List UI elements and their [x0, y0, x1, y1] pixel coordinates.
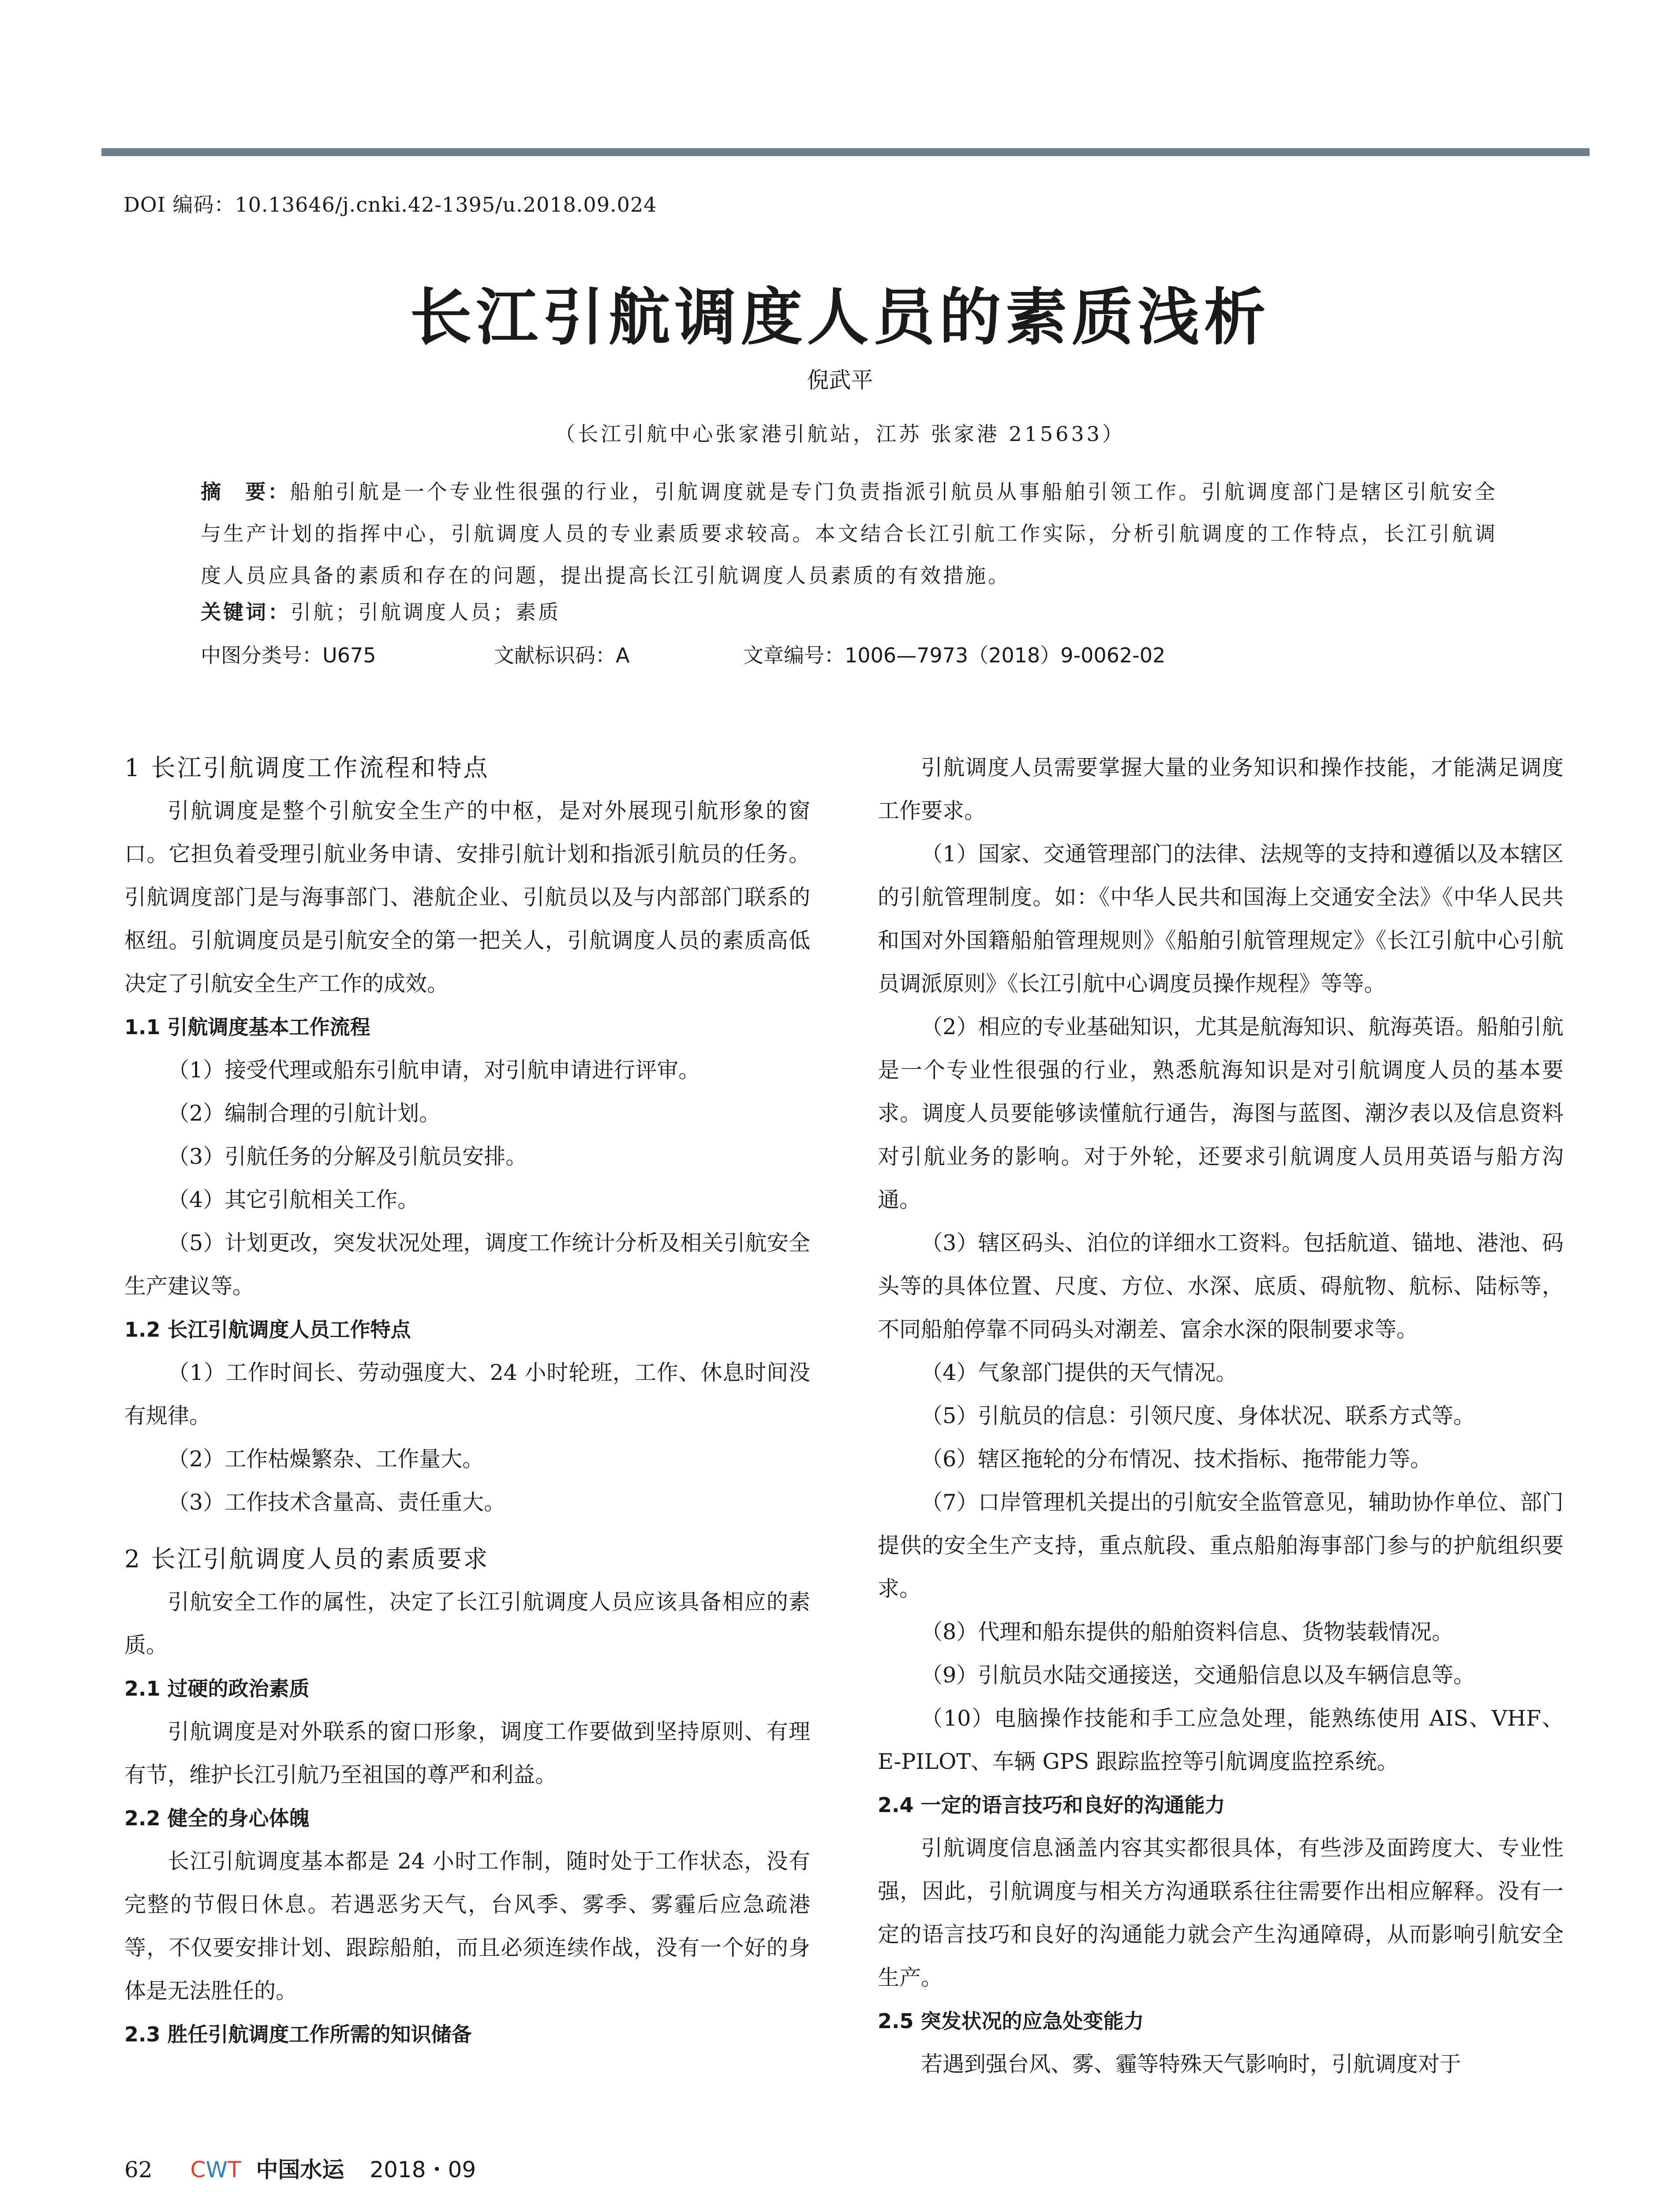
- section-heading: 1 长江引航调度工作流程和特点: [124, 754, 490, 782]
- affiliation: （长江引航中心张家港引航站，江苏 张家港 215633）: [555, 422, 1125, 446]
- article-number: 文章编号：1006—7973（2018）9-0062-02: [743, 643, 1166, 667]
- paragraph: 引航调度人员需要掌握大量的业务知识和操作技能，才能满足调度工作要求。: [878, 755, 1564, 823]
- right-column: [878, 746, 1564, 2086]
- header-rule: [101, 148, 1590, 156]
- keywords-label: 关键词：: [201, 600, 291, 624]
- subsection-heading: 2.5 突发状况的应急处变能力: [878, 2009, 1144, 2033]
- list-item: （4）气象部门提供的天气情况。: [921, 1360, 1238, 1385]
- clc-number: 中图分类号：U675: [201, 643, 376, 667]
- subsection-heading: 2.1 过硬的政治素质: [124, 1677, 310, 1700]
- abstract: [201, 471, 1497, 597]
- paragraph: 若遇到强台风、雾、霾等特殊天气影响时，引航调度对于: [921, 2052, 1462, 2077]
- doi-line: DOI 编码：10.13646/j.cnki.42-1395/u.2018.09.024: [123, 193, 657, 217]
- list-item: （2）相应的专业基础知识，尤其是航海知识、航海英语。船舶引航是一个专业性很强的行业，熟悉航海知识是对引航调度人员的基本要求。调度人员要能够读懂航行通告，海图与蓝图、潮汐表以及信息资料对引航业务的影响。对于外轮，还要求引航调度人员用英语与船方沟通。: [878, 1014, 1564, 1212]
- keywords-text: 引航；引航调度人员；素质: [291, 600, 561, 624]
- abstract-text: 船舶引航是一个专业性很强的行业，引航调度就是专门负责指派引航员从事船舶引领工作。引航调度部门是辖区引航安全与生产计划的指挥中心，引航调度人员的专业素质要求较高。本文结合长江引航工作实际，分析引航调度的工作特点，长江引航调度人员应具备的素质和存在的问题，提出提高长江引航调度人员素质的有效措施。: [201, 480, 1498, 587]
- issue-date: 2018・09: [370, 2157, 476, 2183]
- subsection-heading: 2.2 健全的身心体魄: [124, 1806, 310, 1830]
- keywords: [201, 596, 561, 625]
- list-item: （5）引航员的信息：引领尺度、身体状况、联系方式等。: [921, 1403, 1475, 1428]
- subsection-heading: 2.4 一定的语言技巧和良好的沟通能力: [878, 1793, 1225, 1817]
- list-item: （2）编制合理的引航计划。: [168, 1101, 441, 1126]
- page-footer: [124, 2152, 476, 2184]
- list-item: （1）工作时间长、劳动强度大、24 小时轮班，工作、休息时间没有规律。: [124, 1360, 810, 1428]
- subsection-heading: 1.1 引航调度基本工作流程: [124, 1015, 370, 1039]
- list-item: （10）电脑操作技能和手工应急处理，能熟练使用 AIS、VHF、E-PILOT、车辆 GPS 跟踪监控等引航调度监控系统。: [878, 1706, 1564, 1774]
- list-item: （8）代理和船东提供的船舶资料信息、货物装载情况。: [921, 1619, 1454, 1644]
- section-heading: 2 长江引航调度人员的素质要求: [124, 1545, 490, 1573]
- list-item: （5）计划更改，突发状况处理，调度工作统计分析及相关引航安全生产建议等。: [124, 1230, 810, 1299]
- magazine-name: 中国水运: [256, 2156, 344, 2183]
- list-item: （3）引航任务的分解及引航员安排。: [168, 1144, 528, 1169]
- list-item: （2）工作枯燥繁杂、工作量大。: [168, 1446, 484, 1472]
- list-item: （9）引航员水陆交通接送，交通船信息以及车辆信息等。: [921, 1663, 1475, 1688]
- list-item: （3）工作技术含量高、责任重大。: [168, 1490, 506, 1515]
- subsection-heading: 1.2 长江引航调度人员工作特点: [124, 1318, 411, 1342]
- list-item: （4）其它引航相关工作。: [168, 1187, 419, 1212]
- abstract-label: 摘 要：: [201, 480, 290, 504]
- paragraph: 引航安全工作的属性，决定了长江引航调度人员应该具备相应的素质。: [124, 1589, 810, 1658]
- list-item: （1）接受代理或船东引航申请，对引航申请进行评审。: [168, 1058, 700, 1083]
- document-code: 文献标识码：A: [494, 643, 630, 667]
- cwt-logo: CWT: [190, 2157, 241, 2183]
- left-column: [124, 746, 810, 2056]
- subsection-heading: 2.3 胜任引航调度工作所需的知识储备: [124, 2022, 472, 2046]
- paper-title: 长江引航调度人员的素质浅析: [410, 281, 1270, 354]
- paragraph: 长江引航调度基本都是 24 小时工作制，随时处于工作状态，没有完整的节假日休息。若遇恶劣天气，台风季、雾季、雾霾后应急疏港等，不仅要安排计划、跟踪船舶，而且必须连续作战，没有一个好的身体是无法胜任的。: [124, 1849, 810, 2003]
- author-name: 倪武平: [807, 367, 873, 393]
- list-item: （7）口岸管理机关提出的引航安全监管意见，辅助协作单位、部门提供的安全生产支持，重点航段、重点船舶海事部门参与的护航组织要求。: [878, 1490, 1564, 1601]
- paragraph: 引航调度信息涵盖内容其实都很具体，有些涉及面跨度大、专业性强，因此，引航调度与相关方沟通联系往往需要作出相应解释。没有一定的语言技巧和良好的沟通能力就会产生沟通障碍，从而影响引航安全生产。: [878, 1835, 1564, 1990]
- page-number: 62: [124, 2157, 153, 2183]
- list-item: （3）辖区码头、泊位的详细水工资料。包括航道、锚地、港池、码头等的具体位置、尺度、方位、水深、底质、碍航物、航标、陆标等，不同船舶停靠不同码头对潮差、富余水深的限制要求等。: [878, 1230, 1564, 1342]
- paragraph: 引航调度是整个引航安全生产的中枢，是对外展现引航形象的窗口。它担负着受理引航业务申请、安排引航计划和指派引航员的任务。引航调度部门是与海事部门、港航企业、引航员以及与内部部门联系的枢纽。引航调度员是引航安全的第一把关人，引航调度人员的素质高低决定了引航安全生产工作的成效。: [124, 798, 810, 996]
- paragraph: 引航调度是对外联系的窗口形象，调度工作要做到坚持原则、有理有节，维护长江引航乃至祖国的尊严和利益。: [124, 1719, 810, 1787]
- list-item: （1）国家、交通管理部门的法律、法规等的支持和遵循以及本辖区的引航管理制度。如：《中华人民共和国海上交通安全法》《中华人民共和国对外国籍船舶管理规则》《船舶引航管理规定》《长江引航中心引航员调派原则》《长江引航中心调度员操作规程》等等。: [878, 841, 1564, 996]
- list-item: （6）辖区拖轮的分布情况、技术指标、拖带能力等。: [921, 1446, 1432, 1472]
